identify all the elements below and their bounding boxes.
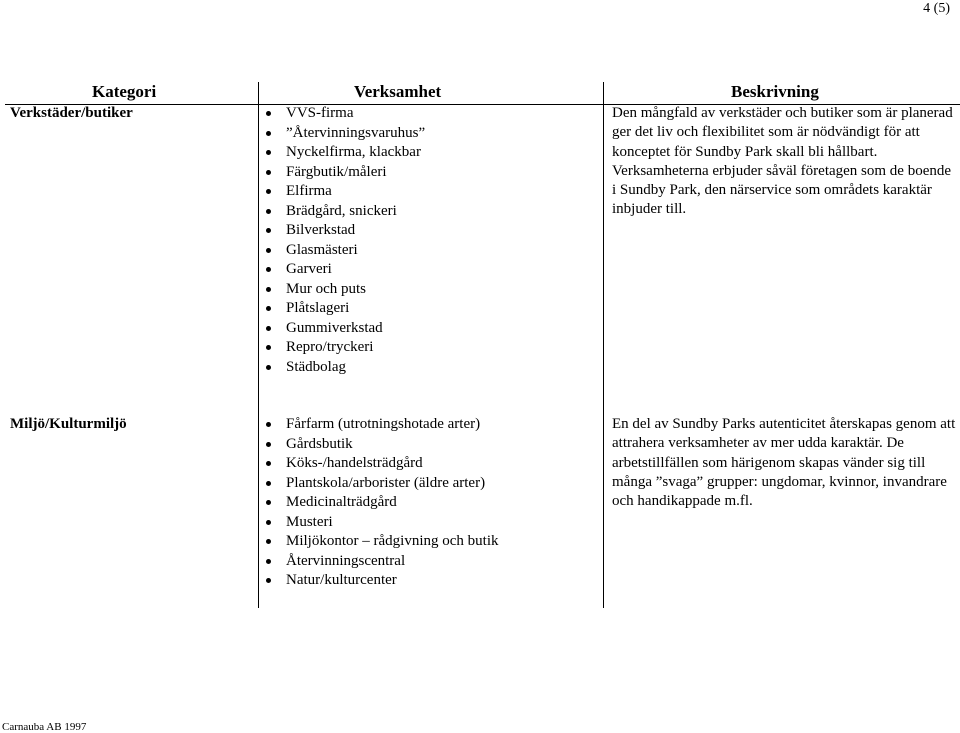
list-item-label: Natur/kulturcenter <box>286 572 397 588</box>
list-item-label: ”Återvinningsvaruhus” <box>286 124 426 141</box>
list-item-label: Plantskola/arborister (äldre arter) <box>286 474 486 491</box>
bullet-icon <box>266 481 271 486</box>
list-item <box>266 299 425 319</box>
row-description-environment: En del av Sundby Parks autenticitet återskapas genom att attrahera verksamheter av mer udda karaktär. De arbetstillfällen som härigenom skapas vänder sig till många ”svaga” grupper: ungdomar, kvinnor, invandrare och handikappade m.fl. <box>612 416 956 510</box>
activity-list-environment <box>266 415 498 591</box>
list-item-label: Repro/tryckeri <box>286 339 374 355</box>
footer-company: Carnauba AB 1997 <box>2 721 87 733</box>
bullet-icon <box>266 131 271 136</box>
bullet-icon <box>266 422 271 427</box>
list-item <box>266 260 425 280</box>
bullet-icon <box>266 306 271 311</box>
list-item-label: Köks-/handelsträdgård <box>286 455 423 471</box>
list-item <box>266 241 425 261</box>
bullet-icon <box>266 461 271 466</box>
bullet-icon <box>266 559 271 564</box>
list-item-label: Elfirma <box>286 183 332 199</box>
bullet-icon <box>266 111 271 116</box>
row-description-workshops: Den mångfald av verkstäder och butiker som är planerad ger det liv och flexibilitet som är nödvändigt för att konceptet för Sundby Park skall bli hållbart. Verksamheterna erbjuder såväl företagen som de boende i Sundby Park, den närservice som områdets karaktär inbjuder till. <box>612 105 953 218</box>
list-item-label: Miljökontor – rådgivning och butik <box>286 533 499 549</box>
bullet-icon <box>266 345 271 350</box>
list-item <box>266 319 425 339</box>
bullet-icon <box>266 578 271 583</box>
bullet-icon <box>266 189 271 194</box>
list-item <box>266 182 425 202</box>
list-item <box>266 124 425 144</box>
list-item-label: Gummiverkstad <box>286 319 383 336</box>
list-item-label: Musteri <box>286 513 333 530</box>
list-item <box>266 474 498 494</box>
header-activity: Verksamhet <box>354 82 442 101</box>
row-category-workshops: Verkstäder/butiker <box>10 105 133 121</box>
bullet-icon <box>266 228 271 233</box>
row-category-environment: Miljö/Kulturmiljö <box>10 416 127 432</box>
list-item <box>266 493 498 513</box>
header-category: Kategori <box>92 82 157 101</box>
bullet-icon <box>266 520 271 525</box>
list-item <box>266 202 425 222</box>
list-item <box>266 143 425 163</box>
bullet-icon <box>266 442 271 447</box>
list-item-label: Gårdsbutik <box>286 435 353 452</box>
list-item <box>266 163 425 183</box>
bullet-icon <box>266 248 271 253</box>
bullet-icon <box>266 267 271 272</box>
header-description: Beskrivning <box>731 82 819 101</box>
list-item <box>266 104 425 124</box>
bullet-icon <box>266 539 271 544</box>
list-item <box>266 415 498 435</box>
bullet-icon <box>266 326 271 331</box>
list-item <box>266 358 425 378</box>
list-item-label: Återvinningscentral <box>286 552 406 569</box>
bullet-icon <box>266 150 271 155</box>
list-item <box>266 513 498 533</box>
list-item <box>266 552 498 572</box>
column-divider-left <box>258 82 259 608</box>
list-item <box>266 435 498 455</box>
list-item-label: Färgbutik/måleri <box>286 163 387 180</box>
list-item-label: VVS-firma <box>286 105 354 121</box>
page-number: 4 (5) <box>923 1 950 16</box>
list-item-label: Bilverkstad <box>286 222 356 238</box>
list-item-label: Mur och puts <box>286 280 366 297</box>
list-item-label: Brädgård, snickeri <box>286 202 397 219</box>
column-divider-right <box>603 82 604 608</box>
list-item <box>266 571 498 591</box>
list-item-label: Medicinalträdgård <box>286 494 397 510</box>
list-item-label: Garveri <box>286 261 332 277</box>
list-item <box>266 280 425 300</box>
bullet-icon <box>266 209 271 214</box>
list-item-label: Städbolag <box>286 358 346 375</box>
bullet-icon <box>266 365 271 370</box>
list-item-label: Plåtslageri <box>286 300 350 316</box>
list-item <box>266 532 498 552</box>
activity-list-workshops <box>266 104 425 377</box>
list-item <box>266 221 425 241</box>
bullet-icon <box>266 287 271 292</box>
list-item <box>266 454 498 474</box>
bullet-icon <box>266 170 271 175</box>
list-item-label: Fårfarm (utrotningshotade arter) <box>286 416 481 432</box>
list-item <box>266 338 425 358</box>
bullet-icon <box>266 500 271 505</box>
list-item-label: Nyckelfirma, klackbar <box>286 144 421 160</box>
list-item-label: Glasmästeri <box>286 241 358 258</box>
